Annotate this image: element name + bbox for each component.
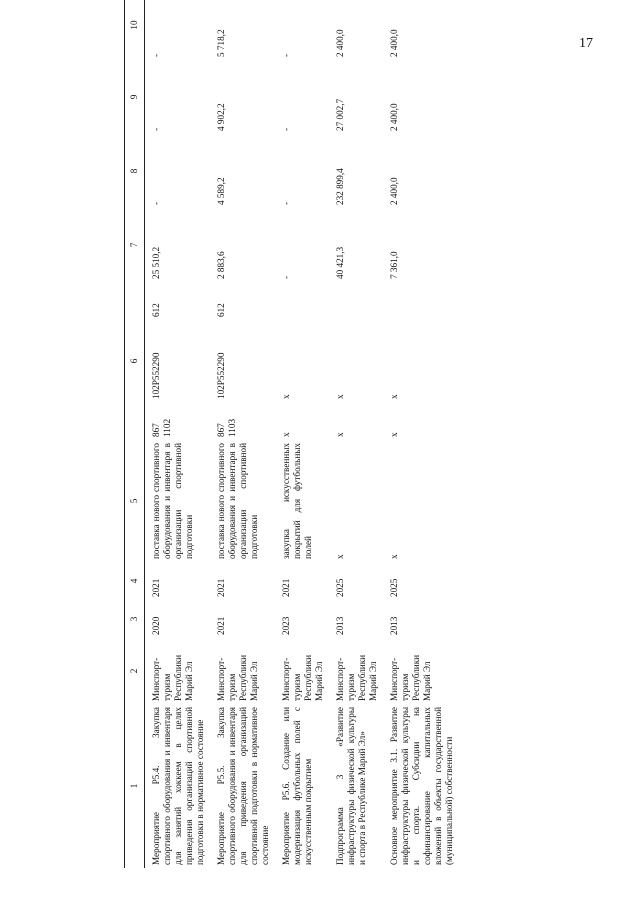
amount-col-10: - bbox=[281, 53, 291, 57]
table-row bbox=[330, 0, 384, 868]
column-header-6: 6 bbox=[125, 320, 145, 402]
table-row bbox=[145, 0, 212, 868]
amount-col-9: - bbox=[151, 127, 161, 131]
grbs-code bbox=[384, 402, 460, 440]
expense-type: 612 bbox=[151, 303, 161, 317]
executor: Минспорт-туризм Республики Марий Эл bbox=[335, 654, 378, 701]
amount-col-10: 5 718,2 bbox=[216, 29, 226, 57]
amount-col-9: 2 400,0 bbox=[389, 103, 399, 131]
target-article: x bbox=[389, 394, 399, 399]
executor: Минспорт-туризм Республики Марий Эл bbox=[151, 654, 194, 701]
rotated-table-page bbox=[124, 20, 614, 868]
amount-col-8: 232 899,4 bbox=[335, 168, 345, 205]
amount-col-9: - bbox=[281, 127, 291, 131]
column-header-3: 3 bbox=[125, 600, 145, 638]
column-header-10: 10 bbox=[125, 0, 145, 60]
grbs-code bbox=[211, 402, 276, 440]
grbs-code: 867 bbox=[151, 423, 161, 437]
expected-result: поставка нового спортивного оборудования и инвентаря в организации спортивной подготовки bbox=[151, 443, 194, 559]
grbs-code: 867 bbox=[216, 423, 226, 437]
executor: Минспорт-туризм Республики Марий Эл bbox=[281, 654, 324, 701]
expected-result: x bbox=[389, 554, 399, 559]
column-number-row bbox=[125, 0, 145, 868]
target-article: x bbox=[335, 394, 345, 399]
column-header-5: 5 bbox=[125, 440, 145, 562]
target-article: 102P552290 bbox=[151, 352, 161, 399]
end-year: 2021 bbox=[216, 578, 226, 597]
amount-col-8: 4 589,2 bbox=[216, 177, 226, 205]
amount-col-7: 2 883,6 bbox=[216, 251, 226, 279]
grbs-code bbox=[330, 402, 384, 440]
executor: Минспорт-туризм Республики Марий Эл bbox=[216, 654, 259, 701]
grbs-code: x bbox=[281, 432, 291, 437]
column-header-4: 4 bbox=[125, 562, 145, 600]
activity-name: Основное мероприятие 3.1. Развитие инфраструктуры физической культуры и спорта. Субсидии на софинансирование капитальных вложений в объекты государственной (муниципальной) собственности bbox=[389, 707, 454, 865]
grbs-code bbox=[145, 402, 212, 440]
amount-col-7: 7 361,0 bbox=[389, 251, 399, 279]
activity-name: Подпрограмма 3 «Развитие инфраструктуры физической культуры и спорта в Республике Марий Эл» bbox=[335, 707, 367, 865]
start-year: 2021 bbox=[216, 616, 226, 635]
table-row bbox=[384, 0, 460, 868]
amount-col-9: 4 902,2 bbox=[216, 103, 226, 131]
end-year: 2021 bbox=[281, 578, 291, 597]
end-year: 2025 bbox=[389, 578, 399, 597]
page-number: 17 bbox=[579, 36, 593, 51]
amount-col-9: 27 002,7 bbox=[335, 98, 345, 131]
amount-col-10: 2 400,0 bbox=[335, 29, 345, 57]
amount-col-7: 40 421,3 bbox=[335, 246, 345, 279]
end-year: 2025 bbox=[335, 578, 345, 597]
expense-type: 612 bbox=[216, 303, 226, 317]
expected-result: x bbox=[335, 554, 345, 559]
amount-col-10: 2 400,0 bbox=[389, 29, 399, 57]
target-article: 102P552290 bbox=[216, 352, 226, 399]
section-code: 1102 bbox=[162, 418, 172, 437]
table-row bbox=[211, 0, 276, 868]
amount-col-10: - bbox=[151, 53, 161, 57]
start-year: 2013 bbox=[389, 616, 399, 635]
executor: Минспорт-туризм Республики Марий Эл bbox=[389, 654, 432, 701]
end-year: 2021 bbox=[151, 578, 161, 597]
column-header-9: 9 bbox=[125, 60, 145, 134]
column-header-2: 2 bbox=[125, 638, 145, 704]
table-row bbox=[276, 0, 330, 868]
program-activities-table bbox=[124, 0, 460, 868]
activity-name: Мероприятие P5.4. Закупка спортивного оборудования и инвентаря для занятий хоккеем в целях приведения организаций спортивной подготовки в нормативное состояние bbox=[151, 707, 205, 865]
amount-col-8: - bbox=[151, 201, 161, 205]
expense-type bbox=[384, 282, 460, 320]
section-code: 1103 bbox=[227, 418, 237, 437]
amount-col-7: - bbox=[281, 275, 291, 279]
start-year: 2013 bbox=[335, 616, 345, 635]
column-header-8: 8 bbox=[125, 134, 145, 208]
expected-result: поставка нового спортивного оборудования и инвентаря в организации спортивной подготовки bbox=[216, 443, 259, 559]
amount-col-7: 25 510,2 bbox=[151, 246, 161, 279]
activity-name: Мероприятие P5.5. Закупка спортивного оборудования и инвентаря для приведения организаций спортивной подготовки в нормативное состояние bbox=[216, 707, 270, 865]
start-year: 2023 bbox=[281, 616, 291, 635]
expense-type bbox=[276, 282, 330, 320]
expense-type bbox=[330, 282, 384, 320]
amount-col-8: - bbox=[281, 201, 291, 205]
grbs-code: x bbox=[389, 432, 399, 437]
grbs-code bbox=[276, 402, 330, 440]
target-article: x bbox=[281, 394, 291, 399]
column-header-1: 1 bbox=[125, 704, 145, 868]
column-header-7: 7 bbox=[125, 208, 145, 282]
expected-result: закупка искусственных покрытий для футбольных полей bbox=[281, 443, 313, 559]
amount-col-8: 2 400,0 bbox=[389, 177, 399, 205]
activity-name: Мероприятие P5.6. Создание или модернизация футбольных полей с искусственным покрытием bbox=[281, 707, 313, 865]
start-year: 2020 bbox=[151, 616, 161, 635]
grbs-code: x bbox=[335, 432, 345, 437]
